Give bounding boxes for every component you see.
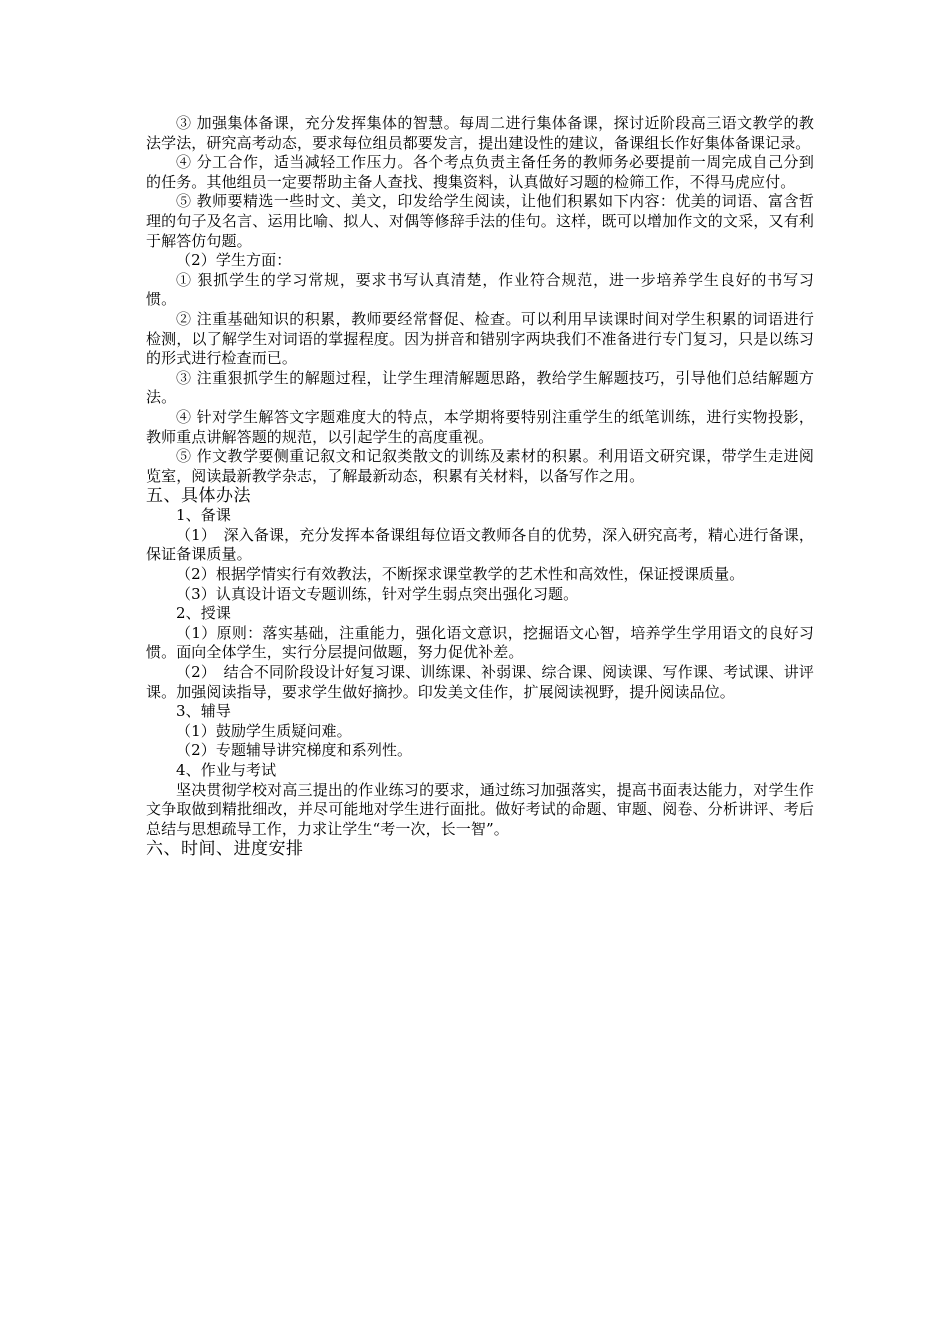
paragraph: （1）原则：落实基础，注重能力，强化语文意识，挖掘语文心智，培养学生学用语文的良好习惯。面向全体学生，实行分层提问做题，努力促优补差。 — [146, 623, 814, 662]
paragraph: （2）根据学情实行有效教法，不断探求课堂教学的艺术性和高效性，保证授课质量。 — [176, 565, 745, 584]
paragraph: ⑤ 作文教学要侧重记叙文和记叙类散文的训练及素材的积累。利用语文研究课，带学生走进阅览室，阅读最新教学杂志，了解最新动态，积累有关材料，以备写作之用。 — [146, 447, 814, 485]
paragraph: （1） 深入备课，充分发挥本备课组每位语文教师各自的优势，深入研究高考，精心进行备课，保证备课质量。 — [146, 525, 814, 564]
subsection-heading: （2）学生方面： — [176, 251, 292, 270]
paragraph: 坚决贯彻学校对高三提出的作业练习的要求，通过练习加强落实，提高书面表达能力，对学生作文争取做到精批细改，并尽可能地对学生进行面批。做好考试的命题、审题、阅卷、分析讲评、考后总结与思想疏导工作，力求让学生“考一次，长一智”。 — [146, 780, 814, 838]
subsection-heading: 4、作业与考试 — [176, 761, 277, 779]
paragraph: ④ 分工合作，适当减轻工作压力。各个考点负责主备任务的教师务必要提前一周完成自己分到的任务。其他组员一定要帮助主备人查找、搜集资料，认真做好习题的检筛工作，不得马虎应付。 — [146, 153, 814, 191]
paragraph: ③ 加强集体备课，充分发挥集体的智慧。每周二进行集体备课，探讨近阶段高三语文教学的教法学法，研究高考动态，要求每位组员都要发言，提出建设性的建议，备课组长作好集体备课记录。 — [146, 114, 814, 152]
document-body — [146, 114, 814, 859]
section-heading: 五、具体办法 — [146, 486, 251, 507]
subsection-heading: 2、授课 — [176, 604, 231, 623]
paragraph: ① 狠抓学生的学习常规，要求书写认真清楚，作业符合规范，进一步培养学生良好的书写习惯。 — [146, 270, 814, 309]
paragraph: （3）认真设计语文专题训练，针对学生弱点突出强化习题。 — [176, 584, 579, 603]
paragraph: ② 注重基础知识的积累，教师要经常督促、检查。可以利用早读课时间对学生积累的词语进行检测，以了解学生对词语的掌握程度。因为拼音和错别字两块我们不准备进行专门复习，只是以练习的形式进行检查而已。 — [146, 309, 814, 368]
section-heading: 六、时间、进度安排 — [146, 839, 304, 860]
paragraph: ④ 针对学生解答文字题难度大的特点，本学期将要特别注重学生的纸笔训练，进行实物投影，教师重点讲解答题的规范，以引起学生的高度重视。 — [146, 407, 814, 446]
paragraph: （2）专题辅导讲究梯度和系列性。 — [176, 741, 413, 760]
paragraph: ③ 注重狠抓学生的解题过程，让学生理清解题思路，教给学生解题技巧，引导他们总结解题方法。 — [146, 368, 814, 407]
subsection-heading: 1、备课 — [176, 506, 231, 525]
subsection-heading: 3、辅导 — [176, 702, 231, 721]
paragraph: （1）鼓励学生质疑问难。 — [176, 721, 352, 740]
paragraph: （2） 结合不同阶段设计好复习课、训练课、补弱课、综合课、阅读课、写作课、考试课、讲评课。加强阅读指导，要求学生做好摘抄。印发美文佳作，扩展阅读视野，提升阅读品位。 — [146, 663, 814, 701]
paragraph: ⑤ 教师要精选一些时文、美文，印发给学生阅读，让他们积累如下内容：优美的词语、富含哲理的句子及名言、运用比喻、拟人、对偶等修辞手法的佳句。这样，既可以增加作文的文采，又有利于解答仿句题。 — [146, 192, 814, 250]
